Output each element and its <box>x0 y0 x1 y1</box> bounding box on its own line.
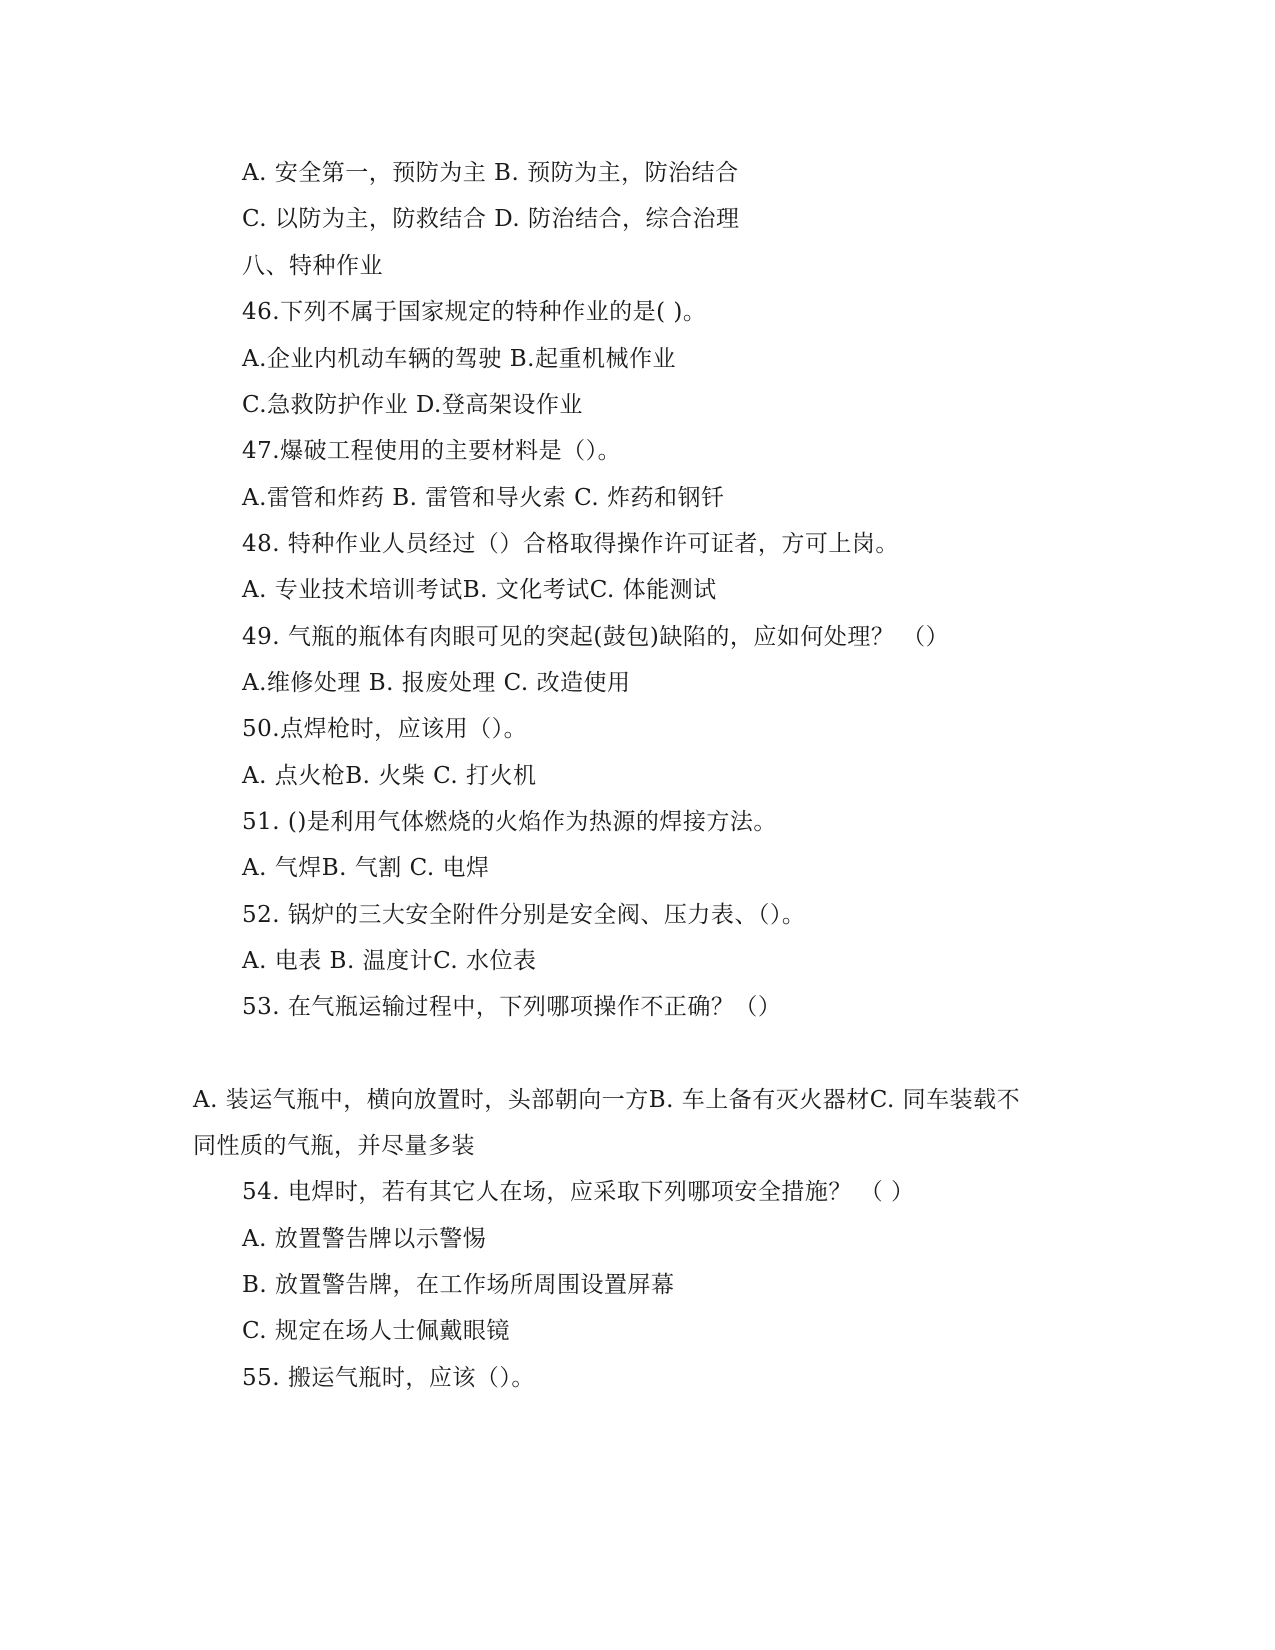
option-54b: B. 放置警告牌，在工作场所周围设置屏幕 <box>242 1272 675 1298</box>
option-line-45: A. 安全第一，预防为主 B. 预防为主，防治结合 <box>242 160 739 186</box>
options-46b: C.急救防护作业 D.登高架设作业 <box>242 392 583 418</box>
question-48: 48. 特种作业人员经过（）合格取得操作许可证者，方可上岗。 <box>242 531 899 557</box>
options-52: A. 电表 B. 温度计C. 水位表 <box>242 948 537 974</box>
option-line-45b: C. 以防为主，防救结合 D. 防治结合，综合治理 <box>242 206 740 232</box>
question-46: 46.下列不属于国家规定的特种作业的是( )。 <box>242 299 707 325</box>
option-54c: C. 规定在场人士佩戴眼镜 <box>242 1318 510 1344</box>
options-47: A.雷管和炸药 B. 雷管和导火索 C. 炸药和钢钎 <box>242 485 725 511</box>
question-54: 54. 电焊时，若有其它人在场，应采取下列哪项安全措施？ （ ） <box>242 1179 915 1205</box>
options-49: A.维修处理 B. 报废处理 C. 改造使用 <box>242 670 631 696</box>
question-50: 50.点焊枪时，应该用（）。 <box>242 716 528 742</box>
section-heading: 八、特种作业 <box>242 253 383 279</box>
options-46a: A.企业内机动车辆的驾驶 B.起重机械作业 <box>242 346 676 372</box>
question-53: 53. 在气瓶运输过程中，下列哪项操作不正确？（） <box>242 994 782 1020</box>
question-55: 55. 搬运气瓶时，应该（）。 <box>242 1365 535 1391</box>
options-48: A. 专业技术培训考试B. 文化考试C. 体能测试 <box>242 577 717 603</box>
question-51: 51. ()是利用气体燃烧的火焰作为热源的焊接方法。 <box>242 809 777 835</box>
question-47: 47.爆破工程使用的主要材料是（）。 <box>242 438 622 464</box>
question-52: 52. 锅炉的三大安全附件分别是安全阀、压力表、（）。 <box>242 902 806 928</box>
question-49: 49. 气瓶的瓶体有肉眼可见的突起(鼓包)缺陷的，应如何处理？ （） <box>242 624 950 650</box>
options-51: A. 气焊B. 气割 C. 电焊 <box>242 855 490 881</box>
option-54a: A. 放置警告牌以示警惕 <box>242 1226 487 1252</box>
options-53b: 同性质的气瓶，并尽量多装 <box>193 1133 475 1159</box>
options-50: A. 点火枪B. 火柴 C. 打火机 <box>242 763 537 789</box>
options-53a: A. 装运气瓶中，横向放置时，头部朝向一方B. 车上备有灭火器材C. 同车装载不 <box>193 1087 1021 1113</box>
